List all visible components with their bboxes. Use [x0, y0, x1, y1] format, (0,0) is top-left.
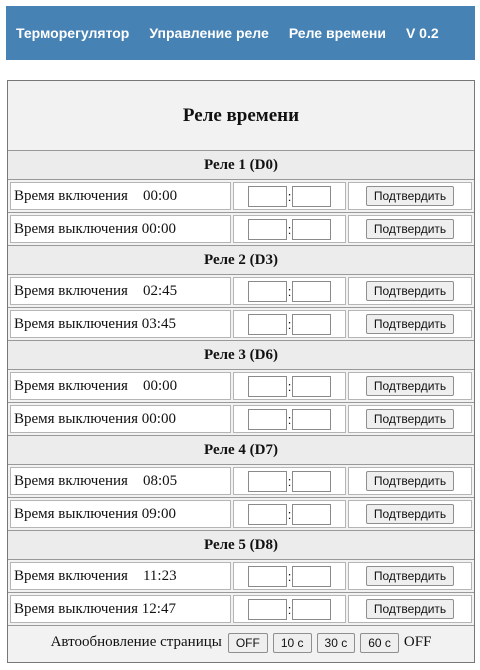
time-label-cell: [10, 500, 231, 528]
confirm-cell: [348, 405, 472, 433]
autorefresh-60s-button[interactable]: 60 с: [360, 633, 399, 653]
minutes-input[interactable]: [292, 409, 331, 430]
current-off-time: 00:00: [141, 220, 176, 237]
autorefresh-30s-button[interactable]: 30 с: [317, 633, 356, 653]
hours-input[interactable]: [248, 504, 287, 525]
current-on-time: 00:00: [142, 377, 178, 394]
time-separator: :: [287, 568, 292, 584]
hours-input[interactable]: [248, 281, 287, 302]
confirm-cell: [348, 182, 472, 210]
confirm-cell: [348, 467, 472, 495]
confirm-cell: [348, 500, 472, 528]
relay-header: Реле 1 (D0): [8, 151, 474, 180]
confirm-cell: [348, 310, 472, 338]
confirm-button[interactable]: Подтвердить: [366, 566, 454, 586]
page-title: Реле времени: [8, 81, 474, 151]
minutes-input[interactable]: [292, 504, 331, 525]
confirm-cell: [348, 562, 472, 590]
label-spacer: [128, 188, 143, 205]
confirm-button[interactable]: Подтвердить: [366, 314, 454, 334]
minutes-input[interactable]: [292, 471, 331, 492]
current-off-time: 09:00: [141, 505, 176, 522]
hours-input[interactable]: [248, 186, 287, 207]
confirm-button[interactable]: Подтвердить: [366, 219, 454, 239]
time-separator: :: [287, 188, 292, 204]
top-nav: [6, 6, 475, 60]
nav-thermoregulator[interactable]: Терморегулятор: [16, 25, 130, 41]
hours-input[interactable]: [248, 599, 287, 620]
current-off-time: 00:00: [141, 410, 176, 427]
time-separator: :: [287, 378, 292, 394]
relay-off-row: [8, 308, 474, 341]
on-time-label: Время включения: [14, 377, 128, 394]
autorefresh-status: OFF: [403, 634, 432, 650]
autorefresh-off-button[interactable]: OFF: [228, 633, 268, 653]
time-inputs-cell: [233, 182, 346, 210]
autorefresh-10s-button[interactable]: 10 с: [273, 633, 312, 653]
hours-input[interactable]: [248, 409, 287, 430]
on-time-label: Время включения: [14, 282, 128, 299]
time-label-cell: [10, 182, 231, 210]
minutes-input[interactable]: [292, 314, 331, 335]
time-inputs-cell: [233, 562, 346, 590]
current-on-time: 08:05: [142, 472, 178, 489]
current-on-time: 11:23: [142, 567, 177, 584]
minutes-input[interactable]: [292, 599, 331, 620]
relay-on-row: [8, 560, 474, 593]
nav-timer-relay[interactable]: Реле времени: [288, 25, 386, 41]
relay-header: Реле 2 (D3): [8, 246, 474, 275]
hours-input[interactable]: [248, 314, 287, 335]
time-separator: :: [287, 411, 292, 427]
time-inputs-cell: [233, 372, 346, 400]
confirm-button[interactable]: Подтвердить: [366, 409, 454, 429]
time-inputs-cell: [233, 467, 346, 495]
current-on-time: 00:00: [142, 187, 178, 204]
on-time-label: Время включения: [14, 567, 128, 584]
nav-relay-control[interactable]: Управление реле: [149, 25, 269, 41]
time-label-cell: [10, 595, 231, 623]
time-label-cell: [10, 562, 231, 590]
confirm-button[interactable]: Подтвердить: [366, 376, 454, 396]
minutes-input[interactable]: [292, 566, 331, 587]
relay-off-row: [8, 403, 474, 436]
off-time-label: Время выключения: [14, 505, 139, 522]
confirm-cell: [348, 277, 472, 305]
confirm-button[interactable]: Подтвердить: [366, 599, 454, 619]
relay-header: Реле 5 (D8): [8, 531, 474, 560]
hours-input[interactable]: [248, 376, 287, 397]
relay-off-row: [8, 498, 474, 531]
time-inputs-cell: [233, 500, 346, 528]
relay-on-row: [8, 465, 474, 498]
relay-off-row: [8, 213, 474, 246]
time-label-cell: [10, 372, 231, 400]
hours-input[interactable]: [248, 471, 287, 492]
time-label-cell: [10, 405, 231, 433]
time-separator: :: [287, 316, 292, 332]
confirm-button[interactable]: Подтвердить: [366, 281, 454, 301]
confirm-button[interactable]: Подтвердить: [366, 186, 454, 206]
time-separator: :: [287, 221, 292, 237]
relay-list: [8, 151, 474, 626]
minutes-input[interactable]: [292, 281, 331, 302]
minutes-input[interactable]: [292, 186, 331, 207]
time-label-cell: [10, 215, 231, 243]
time-inputs-cell: [233, 405, 346, 433]
relay-on-row: [8, 180, 474, 213]
time-inputs-cell: [233, 310, 346, 338]
autorefresh-label: Автообновление страницы: [50, 634, 222, 650]
label-spacer: [128, 568, 143, 585]
label-spacer: [128, 283, 143, 300]
relay-off-row: [8, 593, 474, 626]
hours-input[interactable]: [248, 566, 287, 587]
nav-version: V 0.2: [405, 25, 439, 41]
time-label-cell: [10, 277, 231, 305]
autorefresh-row: [8, 626, 474, 659]
confirm-button[interactable]: Подтвердить: [366, 471, 454, 491]
time-label-cell: [10, 310, 231, 338]
time-separator: :: [287, 601, 292, 617]
current-off-time: 12:47: [141, 600, 176, 617]
off-time-label: Время выключения: [14, 600, 139, 617]
off-time-label: Время выключения: [14, 410, 139, 427]
label-spacer: [128, 378, 143, 395]
hours-input[interactable]: [248, 219, 287, 240]
on-time-label: Время включения: [14, 187, 128, 204]
time-inputs-cell: [233, 215, 346, 243]
confirm-cell: [348, 595, 472, 623]
current-off-time: 03:45: [141, 315, 176, 332]
minutes-input[interactable]: [292, 219, 331, 240]
relay-header: Реле 3 (D6): [8, 341, 474, 370]
relay-on-row: [8, 370, 474, 403]
confirm-cell: [348, 215, 472, 243]
time-inputs-cell: [233, 277, 346, 305]
time-separator: :: [287, 283, 292, 299]
confirm-button[interactable]: Подтвердить: [366, 504, 454, 524]
minutes-input[interactable]: [292, 376, 331, 397]
time-label-cell: [10, 467, 231, 495]
on-time-label: Время включения: [14, 472, 128, 489]
off-time-label: Время выключения: [14, 220, 139, 237]
relay-on-row: [8, 275, 474, 308]
time-inputs-cell: [233, 595, 346, 623]
timer-relay-panel: [7, 80, 475, 663]
current-on-time: 02:45: [142, 282, 178, 299]
time-separator: :: [287, 473, 292, 489]
relay-header: Реле 4 (D7): [8, 436, 474, 465]
confirm-cell: [348, 372, 472, 400]
label-spacer: [128, 473, 143, 490]
off-time-label: Время выключения: [14, 315, 139, 332]
time-separator: :: [287, 506, 292, 522]
